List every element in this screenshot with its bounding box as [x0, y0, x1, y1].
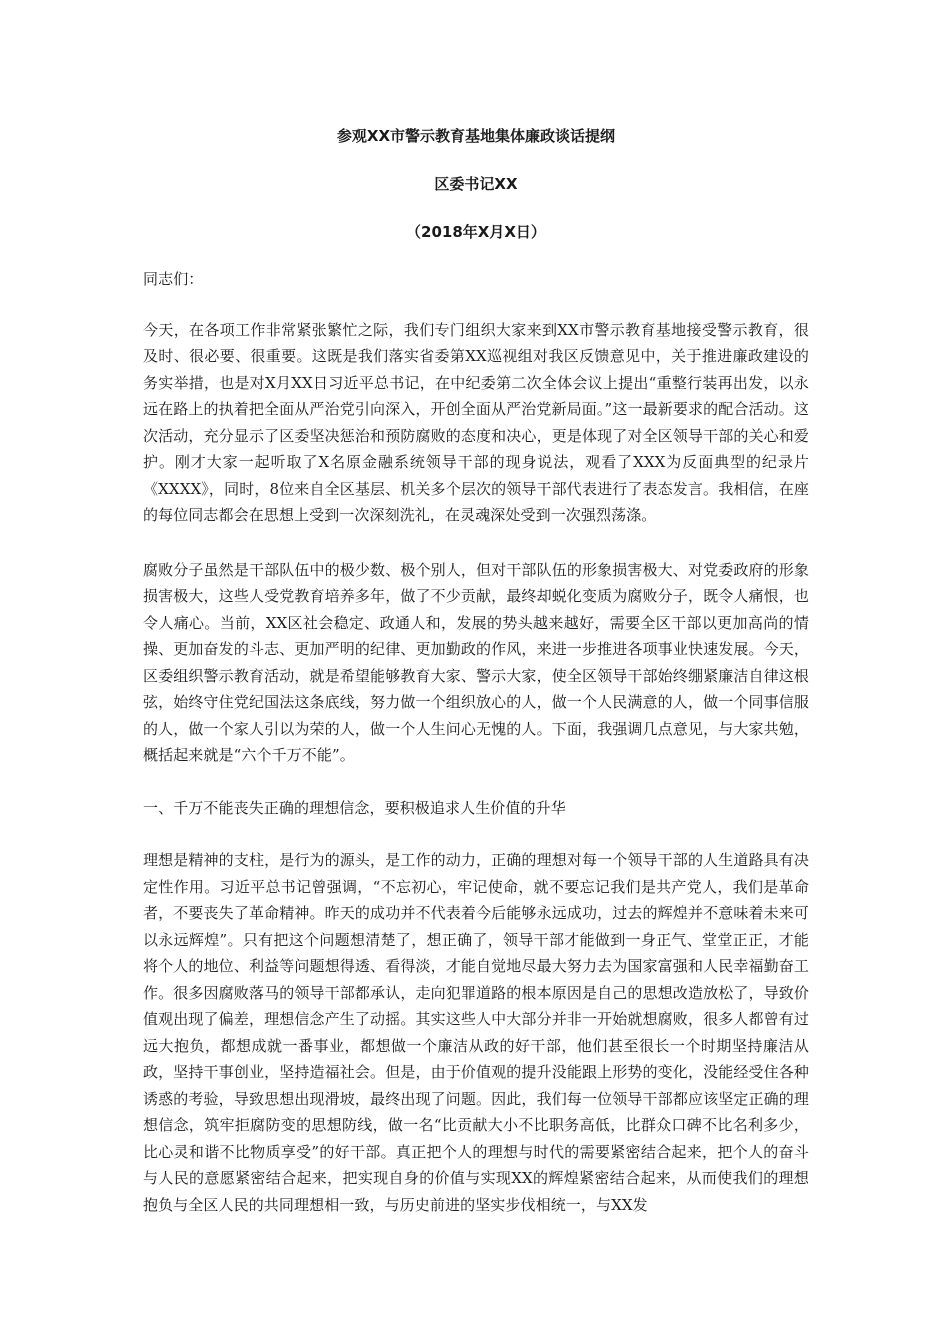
section-heading-1: 一、千万不能丧失正确的理想信念，要积极追求人生价值的升华 [143, 798, 566, 817]
document-title: 参观XX市警示教育基地集体廉政谈话提纲 [336, 127, 616, 145]
document-page [143, 118, 809, 1218]
body-paragraph-1: 今天，在各项工作非常紧张繁忙之际，我们专门组织大家来到XX市警示教育基地接受警示教育，很及时、很必要、很重要。这既是我们落实省委第XX巡视组对我区反馈意见中，关于推进廉政建设的务实举措，也是对X月XX日习近平总书记，在中纪委第二次全体会议上提出“重整行装再出发，以永远在路上的执着把全面从严治党引向深入，开创全面从严治党新局面。”这一最新要求的配合活动。这次活动，充分显示了区委坚决惩治和预防腐败的态度和决心，更是体现了对全区领导干部的关心和爱护。刚才大家一起听取了X名原金融系统领导干部的现身说法，观看了XXX为反面典型的纪录片《XXXX》，同时，8位来自全区基层、机关多个层次的领导干部代表进行了表态发言。我相信，在座的每位同志都会在思想上受到一次深刻洗礼，在灵魂深处受到一次强烈荡涤。 [143, 320, 809, 524]
document-author: 区委书记XX [434, 175, 518, 193]
section-paragraph-1: 理想是精神的支柱，是行为的源头，是工作的动力，正确的理想对每一个领导干部的人生道路具有决定性作用。习近平总书记曾强调，“不忘初心，牢记使命，就不要忘记我们是共产党人，我们是革命者，不要丧失了革命精神。昨天的成功并不代表着今后能够永远成功，过去的辉煌并不意味着未来可以永远辉煌”。只有把这个问题想清楚了，想正确了，领导干部才能做到一身正气、堂堂正正，才能将个人的地位、利益等问题想得透、看得淡，才能自觉地尽最大努力去为国家富强和人民幸福勤奋工作。很多因腐败落马的领导干部都承认，走向犯罪道路的根本原因是自己的思想改造放松了，导致价值观出现了偏差，理想信念产生了动摇。其实这些人中大部分并非一开始就想腐败，很多人都曾有过远大抱负，都想成就一番事业，都想做一个廉洁从政的好干部，他们甚至很长一个时期坚持廉洁从政，坚持干事创业，坚持造福社会。但是，由于价值观的提升没能跟上形势的变化，没能经受住各种诱惑的考验，导致思想出现滑坡，最终出现了问题。因此，我们每一位领导干部都应该坚定正确的理想信念，筑牢拒腐防变的思想防线，做一名“比贡献大小不比职务高低，比群众口碑不比名利多少，比心灵和谐不比物质享受”的好干部。真正把个人的理想与时代的需要紧密结合起来，把个人的奋斗与人民的意愿紧密结合起来，把实现自身的价值与实现XX的辉煌紧密结合起来，从而使我们的理想抱负与全区人民的共同理想相一致，与历史前进的坚实步伐相统一，与XX发 [143, 851, 809, 1214]
body-paragraph-2: 腐败分子虽然是干部队伍中的极少数、极个别人，但对干部队伍的形象损害极大、对党委政府的形象损害极大，这些人受党教育培养多年，做了不少贡献，最终却蜕化变质为腐败分子，既令人痛恨，也令人痛心。当前，XX区社会稳定、政通人和，发展的势头越来越好，需要全区干部以更加高尚的情操、更加奋发的斗志、更加严明的纪律、更加勤政的作风，来进一步推进各项事业快速发展。今天，区委组织警示教育活动，就是希望能够教育大家、警示大家，使全区领导干部始终绷紧廉洁自律这根弦，始终守住党纪国法这条底线，努力做一个组织放心的人，做一个人民满意的人，做一个同事信服的人，做一个家人引以为荣的人，做一个人生问心无愧的人。下面，我强调几点意见，与大家共勉，概括起来就是“六个千万不能”。 [143, 560, 809, 764]
document-date: （2018年X月X日） [406, 223, 546, 241]
salutation: 同志们： [143, 270, 204, 288]
